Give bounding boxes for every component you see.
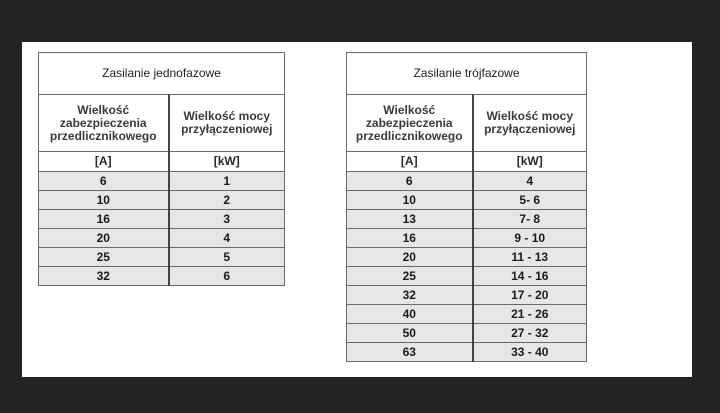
fuse-size-cell: 6 xyxy=(39,172,169,191)
table-row xyxy=(347,248,587,267)
unit-amperes: [A] xyxy=(39,152,169,172)
table-row xyxy=(39,191,285,210)
table-row xyxy=(347,286,587,305)
connection-power-cell: 2 xyxy=(169,191,285,210)
table-row xyxy=(347,267,587,286)
fuse-size-cell: 16 xyxy=(347,229,473,248)
table-row xyxy=(347,229,587,248)
document-panel xyxy=(22,42,692,377)
connection-power-cell: 3 xyxy=(169,210,285,229)
fuse-size-cell: 25 xyxy=(347,267,473,286)
fuse-size-cell: 32 xyxy=(39,267,169,286)
table-row xyxy=(39,172,285,191)
fuse-size-cell: 6 xyxy=(347,172,473,191)
table-row xyxy=(39,210,285,229)
single-phase-table xyxy=(38,52,285,286)
table-title: Zasilanie trójfazowe xyxy=(347,53,587,95)
unit-kilowatts: [kW] xyxy=(169,152,285,172)
connection-power-cell: 33 - 40 xyxy=(473,343,587,362)
connection-power-cell: 14 - 16 xyxy=(473,267,587,286)
connection-power-cell: 1 xyxy=(169,172,285,191)
fuse-size-cell: 25 xyxy=(39,248,169,267)
fuse-size-cell: 40 xyxy=(347,305,473,324)
connection-power-cell: 11 - 13 xyxy=(473,248,587,267)
fuse-size-cell: 16 xyxy=(39,210,169,229)
fuse-size-cell: 13 xyxy=(347,210,473,229)
connection-power-cell: 4 xyxy=(169,229,285,248)
unit-kilowatts: [kW] xyxy=(473,152,587,172)
table-row xyxy=(347,305,587,324)
fuse-size-cell: 20 xyxy=(39,229,169,248)
column-header-connection-power: Wielkość mocy przyłączeniowej xyxy=(473,95,587,152)
table-row xyxy=(39,229,285,248)
fuse-size-cell: 50 xyxy=(347,324,473,343)
column-header-fuse-size: Wielkość zabezpieczenia przedlicznikowego xyxy=(39,95,169,152)
fuse-size-cell: 10 xyxy=(39,191,169,210)
three-phase-table xyxy=(346,52,587,362)
connection-power-cell: 27 - 32 xyxy=(473,324,587,343)
table-row xyxy=(39,248,285,267)
connection-power-cell: 6 xyxy=(169,267,285,286)
connection-power-cell: 5 xyxy=(169,248,285,267)
table-row xyxy=(347,324,587,343)
fuse-size-cell: 32 xyxy=(347,286,473,305)
connection-power-cell: 21 - 26 xyxy=(473,305,587,324)
table-row xyxy=(347,210,587,229)
table-row xyxy=(39,267,285,286)
unit-amperes: [A] xyxy=(347,152,473,172)
fuse-size-cell: 20 xyxy=(347,248,473,267)
connection-power-cell: 17 - 20 xyxy=(473,286,587,305)
table-row xyxy=(347,172,587,191)
fuse-size-cell: 10 xyxy=(347,191,473,210)
table-row xyxy=(347,191,587,210)
table-title: Zasilanie jednofazowe xyxy=(39,53,285,95)
connection-power-cell: 5- 6 xyxy=(473,191,587,210)
table-row xyxy=(347,343,587,362)
connection-power-cell: 9 - 10 xyxy=(473,229,587,248)
connection-power-cell: 7- 8 xyxy=(473,210,587,229)
column-header-connection-power: Wielkość mocy przyłączeniowej xyxy=(169,95,285,152)
connection-power-cell: 4 xyxy=(473,172,587,191)
column-header-fuse-size: Wielkość zabezpieczenia przedlicznikowego xyxy=(347,95,473,152)
fuse-size-cell: 63 xyxy=(347,343,473,362)
